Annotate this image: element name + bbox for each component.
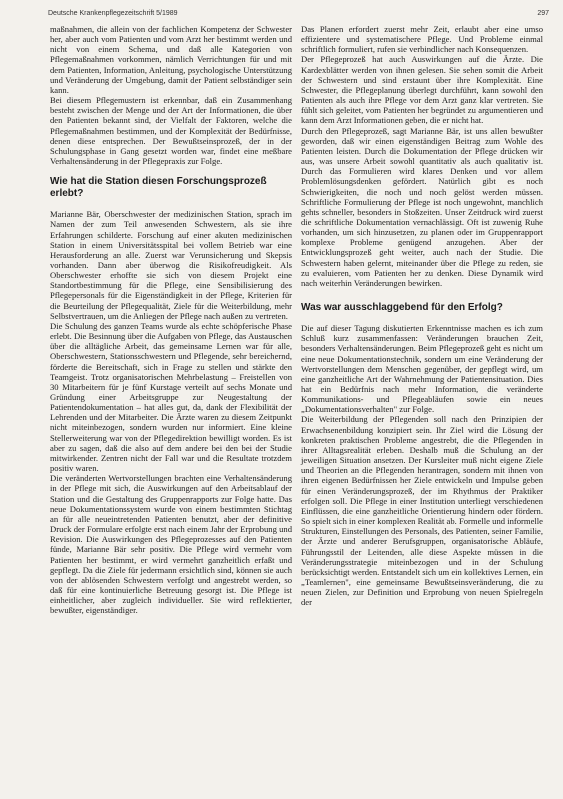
paragraph: Der Pflegeprozeß hat auch Auswirkungen auf die Ärzte. Die Kardexblätter werden von ihnen gelesen. Sie sehen somit die Arbeit der Schwestern und sind erstaunt über ihre Komplexität. Eine Schwester, die Pflegeplanung überlegt durchführt, kann sowohl den Patienten als auch ihre Pflege vor dem Arzt ganz klar vertreten. Sie fühlt sich geleitet, vom Patienten her begründet zu argumentieren und kann dem Arzt Informationen geben, die er nicht hat. (301, 54, 543, 126)
journal-title: Deutsche Krankenpflegezeitschrift 5/1989 (48, 10, 178, 17)
paragraph: Marianne Bär, Oberschwester der medizinischen Station, sprach im Namen der zum Teil anwesenden Schwestern, als sie ihre Erfahrungen schilderte. Forschung auf einer akuten medizinischen Station in einem Universitätsspital bei vollem Betrieb war eine Herausforderung an alle. Zuerst war Verunsicherung und Skepsis vorhanden. Dann aber überwog die Risikofreudigkeit. Als Oberschwester erhoffte sie sich von diesem Projekt eine Standortbestimmung für die Pflege, eine Sensibilisierung des Pflegepersonals für die Eigenständigkeit in der Pflege, Kriterien für die Beurteilung der Pflegequalität, Ziele für die Weiterbildung, mehr Selbstvertrauen, um die Anliegen der Pflege nach außen zu vertreten. (50, 209, 292, 321)
right-column (301, 24, 543, 607)
left-column (50, 24, 292, 615)
paragraph: Die veränderten Wertvorstellungen brachten eine Verhaltensänderung in der Pflege mit sich, die Auswirkungen auf den Arbeitsablauf der Station und die Gestaltung des Gruppenrapports zur Folge hatte. Das neue Dokumentationssystem wurde von einem bestimmten Stichtag an für alle neueintretenden Patienten benutzt, aber der definitive Druck der Formulare erfolgte erst nach einem Jahr der Erprobung und Revision. Die Auswirkungen des Pflegeprozesses auf den Patienten fünde, Marianne Bär sehr positiv. Die Pflege wird vermehr vom Patienten her bestimmt, er wird vermehrt ganzheitlich erfaßt und gepflegt. Da die Ziele für jedermann ersichtlich sind, können sie auch von der ablösenden Schwestern verfolgt und angestrebt werden, so daß für eine kontinuierliche Betreuung gesorgt ist. Die Pflege ist einheitlicher, aber zugleich individueller. Sie wird reflektierter, bewußter, eigenständiger. (50, 473, 292, 616)
paragraph: Die auf dieser Tagung diskutierten Erkenntnisse machen es ich zum Schluß kurz zusammenfassen: Veränderungen brauchen Zeit, besonders Verhaltensänderungen. Beim Pflegeprozeß geht es nicht um eine neue Dokumentationstechnik, sondern um eine Veränderung der Wertvorstellungen dem Menschen gegenüber, der gepflegt wird, um eine ganzheitliche Art der Wahrnehmung der Patientensituation. Dies hat ein Bedürfnis nach mehr Information, die veränderte Kommunikations- und Pflegeabläufen sowie ein neues „Dokumentationsverhalten" zur Folge. (301, 323, 543, 415)
page-number: 297 (537, 10, 549, 17)
paragraph: Das Planen erfordert zuerst mehr Zeit, erlaubt aber eine umso effizientere und systematischere Pflege. Und Probleme einmal schriftlich formuliert, rufen sie verbindlicher nach Konsequenzen. (301, 24, 543, 55)
paragraph: Die Schulung des ganzen Teams wurde als echte schöpferische Phase erlebt. Die Besinnung über die Aufgaben von Pflege, das Austauschen über die alltägliche Arbeit, das gemeinsame Lernen war für alle, Oberschwestern, Stationsschwestern und Pflegende, sehr bereichernd, förderte die Bereitschaft, sich in Frage zu stellen und stärkte den Teamgeist. Trotz organisatorischen Mehrbelastung – Freistellen von 30 Mitarbeitern für je fünf Kurstage verteilt auf sechs Monate und Gründung einer Arbeitsgruppe zur Neugestaltung der Patientendokumentation – hat alles gut, da, dank der Flexibilität der Lehrenden und der Mitarbeiter. Die Ärzte waren zu diesem Zeitpunkt nicht miteinbezogen, sondern wurden nur informiert. Eine kleine Stellerweiterung war von der Pflegedirektion bewilligt worden. Es ist aber zu sagen, daß die also auf dem andere bei den bei der Studie mitwirkender. Zentren nicht der Fall war und die Resultate trotzdem positiv waren. (50, 320, 292, 474)
paragraph: maßnahmen, die allein von der fachlichen Kompetenz der Schwester her, aber auch vom Patienten und vom Arzt her bestimmt werden und nicht von einem Schema, und daß alle Kategorien von Pflegemaßnahmen vorkommen, nämlich Verrichtungen für und mit dem Patienten, Information, Anleitung, psychologische Unterstützung und Veränderung der Umgebung, damit der Patient selbständiger sein kann. (50, 24, 292, 95)
paragraph: Bei diesem Pflegemustern ist erkennbar, daß ein Zusammenhang besteht zwischen der Menge und der Art der Informationen, die über den Patienten bekannt sind, der Vielfalt der Faktoren, welche die Pflegemaßnahmen bestimmen, und der Komplexität der Bedürfnisse, denen diese entsprechen. Der Bewußtseinsprozeß, der in der Schulungsphase in Gang gesetzt worden war, findet eine meßbare Verhaltensänderung in der Pflegepraxis zur Folge. (50, 95, 292, 167)
paragraph: Durch den Pflegeprozeß, sagt Marianne Bär, ist uns allen bewußter geworden, daß wir einen eigenständigen Beitrag zum Wohle des Patienten leisten. Durch die Dokumentation der Pflege drücken wir aus, was unsere Arbeit sowohl quantitativ als auch qualitativ ist. Durch das Formulieren wird klares Denken und vor allem Problemlösungsdenken gefördert. Natürlich gibt es noch Schwierigkeiten, die noch und noch gelöst werden müssen. Schriftliche Formulierung der Pflege ist noch ungewohnt, manchlich gehts schneller, besonders in Stoßzeiten. Unser Zeitdruck wird zuerst die schriftliche Dokumentation vernachlässigt. Oft ist zuwenig Ruhe vorhanden, um sich hinzusetzen, zu planen oder im Gruppenrapport komplexe Probleme genügend anzugehen. Aber der Entwicklungsprozeß geht weiter, auch nach der Studie. Die Schwestern haben gelernt, miteinander über die Pflege zu reden, sie zu evaluieren, vom Patienten her zu denken. Diese Dynamik wird nach weiterhin Veränderungen bewirken. (301, 125, 543, 288)
section-heading: Wie hat die Station diesen Forschungsprozeß erlebt? (50, 176, 267, 200)
section-heading: Was war ausschlaggebend für den Erfolg? (301, 302, 503, 314)
running-head (48, 10, 549, 22)
paragraph: Die Weiterbildung der Pflegenden soll nach den Prinzipien der Erwachsenenbildung konzipiert sein. Ihr Ziel wird die Lösung der konkreten praktischen Probleme angestrebt, die die Pflegenden in ihrer Alltagsrealität erleben. Deshalb muß die Schulung an der jeweiligen Situation ansetzen. Der Kursleiter muß nicht eigene Ziele und Theorien an die Pflegenden herantragen, sondern mit ihnen von ihren eigenen Bedürfnissen her Ziele entwickeln und Impulse geben für einen Veränderungsprozeß, der im Rhythmus der Praktiker erfolgen soll. Die Pflege in einer Institution unterliegt verschiedenen Einflüssen, die eine ganzheitliche Orientierung hindern oder fördern. So spielt sich in einer komplexen Realität ab. Formelle und informelle Strukturen, Einstellungen des Personals, des Patienten, seiner Familie, der Ärzte und anderer Berufsgruppen, organisatorische Abläufe, Führungsstil der Leitenden, alle diese Aspekte müssen in die Veränderungsstrategie miteinbezogen und in der Schulung berücksichtigt werden. Entstandelt sich um ein kollektives Lernen, ein „Teamlernen", eine gemeinsame Bewußtseinsveränderung, die zu neuen Zielen, zur Definition und Erprobung von neuen Spielregeln der (301, 414, 543, 608)
